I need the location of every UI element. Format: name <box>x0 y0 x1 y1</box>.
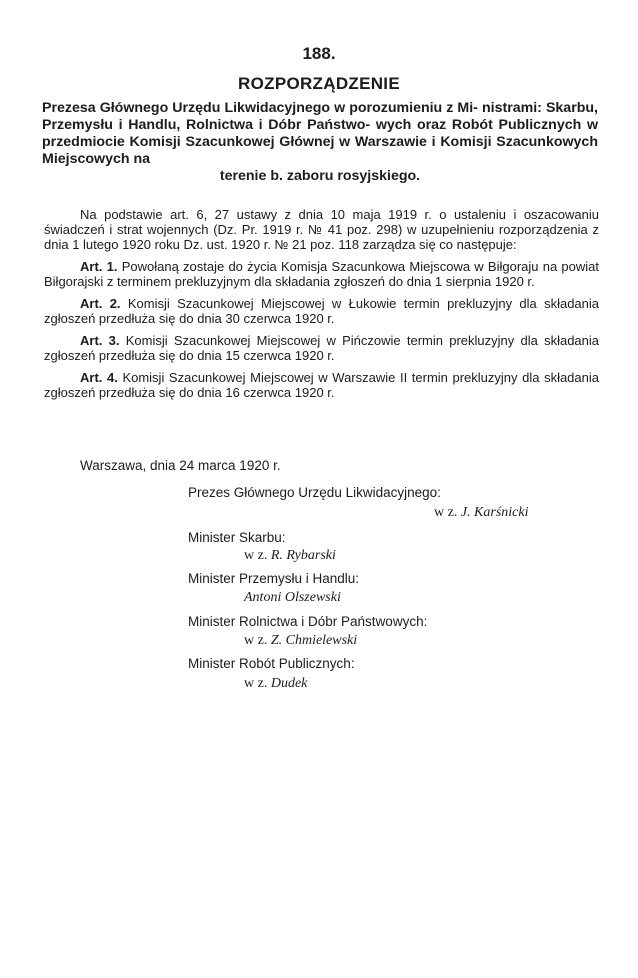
document-subtitle <box>42 100 598 185</box>
signatory-name-line <box>244 633 357 649</box>
article-text: Komisji Szacunkowej Miejscowej w Łukowie termin prekluzyjny dla składania zgłoszeń przedłuża się do dnia 30 czerwca 1920 r. <box>44 296 600 326</box>
signatory-name: J. Karśnicki <box>460 505 529 520</box>
signatory-role: Prezes Głównego Urzędu Likwidacyjnego: <box>188 485 441 500</box>
article-4 <box>44 370 599 400</box>
subtitle-line: Głównej w Warszawie i Komisji Szacunkowych Miejscowych na <box>42 134 598 167</box>
article-2 <box>44 296 599 326</box>
signatory-name-line <box>434 505 528 521</box>
signatory-name: Antoni Olszewski <box>244 590 341 605</box>
date-line: Warszawa, dnia 24 marca 1920 r. <box>80 458 281 473</box>
signatory-prefix: w z. <box>244 633 268 648</box>
article-text: Komisji Szacunkowej Miejscowej w Warszawie II termin prekluzyjny dla składania zgłoszeń przedłuża się do dnia 16 czerwca 1920 r. <box>44 370 599 400</box>
signatory-role: Minister Rolnictwa i Dóbr Państwowych: <box>188 614 428 629</box>
signatory-prefix: w z. <box>434 505 458 520</box>
preamble: Na podstawie art. 6, 27 ustawy z dnia 10 maja 1919 r. o ustaleniu i oszacowaniu świadczeń i strat wojennych (Dz. Pr. 1919 r. № 41 poz. 298) w uzupełnieniu rozporządzenia z dnia 1 lutego 1920 roku Dz. ust. 1920 r. № 21 poz. 118 zarządza się co następuje: <box>44 207 599 252</box>
subtitle-line: wych oraz Robót Publicznych w przedmiocie Komisji Szacunkowej <box>42 117 598 150</box>
signatory-name-line <box>244 676 307 692</box>
article-text: Komisji Szacunkowej Miejscowej w Pińczowie termin prekluzyjny dla składania zgłoszeń przedłuża się do dnia 15 czerwca 1920 r. <box>44 333 599 363</box>
article-label: Art. 1. <box>80 259 118 274</box>
document-body <box>44 207 599 407</box>
signatory-name: Dudek <box>270 676 308 691</box>
signatory-prefix: w z. <box>244 548 268 563</box>
article-label: Art. 4. <box>80 370 118 385</box>
subtitle-line: Prezesa Głównego Urzędu Likwidacyjnego w porozumieniu z Mi- <box>42 100 478 116</box>
article-label: Art. 2. <box>80 296 121 311</box>
signatory-role: Minister Przemysłu i Handlu: <box>188 571 360 586</box>
document-title: ROZPORZĄDZENIE <box>238 74 400 93</box>
signatory-role: Minister Skarbu: <box>188 530 286 545</box>
article-1 <box>44 259 599 289</box>
page-number: 188. <box>302 44 336 63</box>
subtitle-line: nistrami: Skarbu, Przemysłu i Handlu, Rolnictwa i Dóbr Państwo- <box>42 100 598 133</box>
article-text: Powołaną zostaje do życia Komisja Szacunkowa Miejscowa w Biłgoraju na powiat Biłgorajski z terminem prekluzyjnym dla składania zgłoszeń do dnia 1 sierpnia 1920 r. <box>44 259 599 289</box>
signatory-name-line <box>244 590 341 606</box>
article-label: Art. 3. <box>80 333 120 348</box>
signatory-name: R. Rybarski <box>270 548 336 563</box>
signatory-name-line <box>244 548 336 564</box>
signatory-name: Z. Chmielewski <box>270 633 358 648</box>
article-3 <box>44 333 599 363</box>
signatory-role: Minister Robót Publicznych: <box>188 656 355 671</box>
subtitle-line: terenie b. zaboru rosyjskiego. <box>219 168 421 184</box>
signatory-prefix: w z. <box>244 676 268 691</box>
